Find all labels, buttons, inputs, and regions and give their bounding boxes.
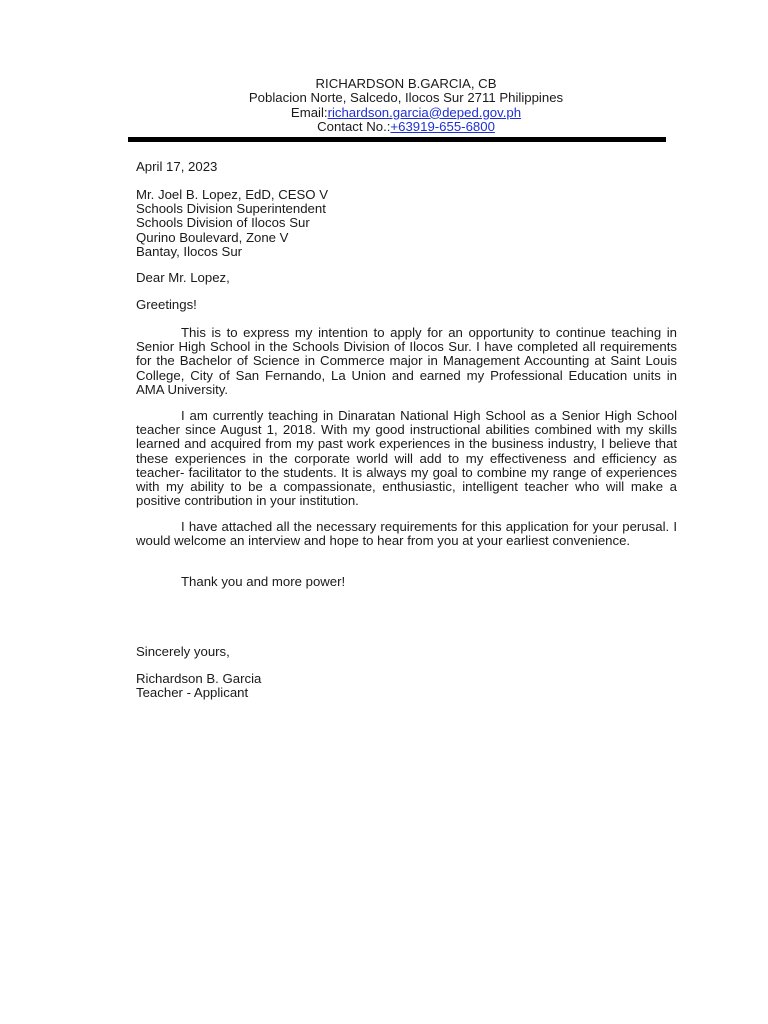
body-paragraph-3: I have attached all the necessary requirements for this application for your perusal. I would welcome an interview and hope to hear from you at your earliest convenience. bbox=[136, 519, 677, 549]
greeting bbox=[136, 298, 678, 312]
salutation bbox=[136, 271, 678, 285]
recipient-city: Bantay, Ilocos Sur bbox=[136, 243, 243, 259]
sender-address: Poblacion Norte, Salcedo, Ilocos Sur 2711 Philippines bbox=[248, 90, 564, 106]
contact-number-link[interactable]: +63919-655-6800 bbox=[390, 118, 495, 134]
sender-contact-line bbox=[0, 120, 768, 134]
body-paragraph-4: Thank you and more power! bbox=[181, 574, 346, 589]
body-paragraph-2: I am currently teaching in Dinaratan National High School as a Senior High School teacher since August 1, 2018. With my good instructional abilities combined with my skills learned and acquired from my past work experiences in the business industry, I believe that these experiences in the corporate world will add to my effectiveness and efficiency as teacher- facilitator to the students. It is always my goal to combine my range of experiences with my ability to be a compassionate, enthusiastic, intelligent teacher who will make a positive contribution in your institution. bbox=[136, 408, 677, 509]
email-link[interactable]: richardson.garcia@deped.gov.ph bbox=[327, 104, 522, 120]
closing-block bbox=[136, 645, 678, 659]
signer-role: Teacher - Applicant bbox=[136, 685, 249, 701]
valediction: Sincerely yours, bbox=[136, 644, 230, 659]
recipient-block bbox=[136, 188, 678, 259]
signature-block bbox=[136, 672, 678, 700]
salutation-text: Dear Mr. Lopez, bbox=[136, 270, 230, 285]
sender-email-line bbox=[0, 106, 768, 120]
letter-date bbox=[136, 160, 678, 174]
recipient-street: Qurino Boulevard, Zone V bbox=[136, 229, 289, 245]
contact-label: Contact No.: bbox=[317, 118, 391, 134]
letterhead bbox=[0, 77, 768, 134]
sender-name: RICHARDSON B.GARCIA, CB bbox=[315, 76, 497, 91]
recipient-name: Mr. Joel B. Lopez, EdD, CESO V bbox=[136, 187, 329, 202]
recipient-title: Schools Division Superintendent bbox=[136, 201, 326, 217]
email-label: Email: bbox=[290, 104, 328, 120]
letterhead-divider bbox=[128, 137, 666, 142]
body-paragraph-1: This is to express my intention to apply for an opportunity to continue teaching in Senior High School in the Schools Division of Ilocos Sur. I have completed all requirements for the Bachelor of Science in Commerce major in Management Accounting at Saint Louis College, City of San Fernando, La Union and earned my Professional Education units in AMA University. bbox=[136, 325, 677, 397]
recipient-office: Schools Division of Ilocos Sur bbox=[136, 215, 310, 231]
signer-name: Richardson B. Garcia bbox=[136, 671, 262, 686]
greeting-text: Greetings! bbox=[136, 297, 197, 312]
date-text: April 17, 2023 bbox=[136, 159, 218, 174]
